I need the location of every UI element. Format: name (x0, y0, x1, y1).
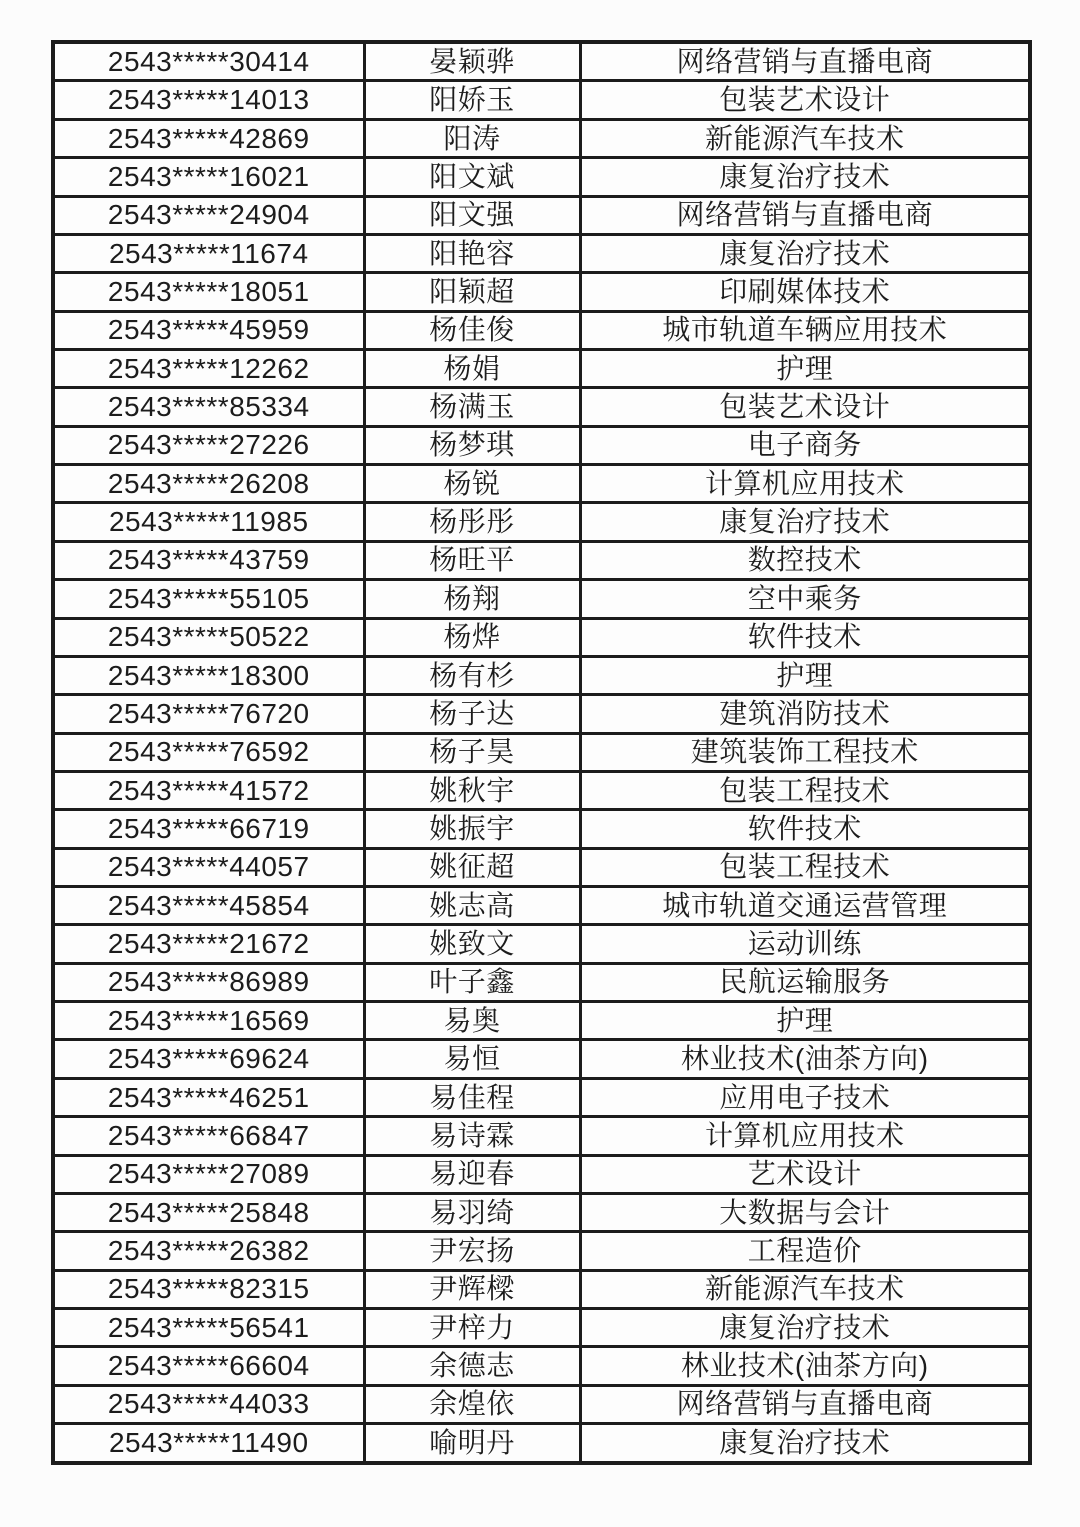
major-cell: 数控技术 (580, 541, 1030, 579)
major-cell: 康复治疗技术 (580, 234, 1030, 272)
student-name-cell: 杨佳俊 (364, 311, 580, 349)
student-name-cell: 阳文强 (364, 196, 580, 234)
major-cell: 新能源汽车技术 (580, 119, 1030, 157)
student-name-cell: 喻明丹 (364, 1424, 580, 1463)
major-cell: 新能源汽车技术 (580, 1270, 1030, 1308)
exam-id-cell: 2543*****11674 (53, 234, 364, 272)
major-cell: 印刷媒体技术 (580, 273, 1030, 311)
student-name-cell: 易诗霖 (364, 1117, 580, 1155)
table-row (53, 1155, 1030, 1193)
exam-id-cell: 2543*****26382 (53, 1232, 364, 1270)
exam-id-cell: 2543*****44057 (53, 848, 364, 886)
exam-id-cell: 2543*****43759 (53, 541, 364, 579)
major-cell: 康复治疗技术 (580, 503, 1030, 541)
major-cell: 城市轨道车辆应用技术 (580, 311, 1030, 349)
table-row (53, 158, 1030, 196)
table-row (53, 771, 1030, 809)
major-cell: 艺术设计 (580, 1155, 1030, 1193)
exam-id-cell: 2543*****44033 (53, 1385, 364, 1423)
major-cell: 网络营销与直播电商 (580, 196, 1030, 234)
student-name-cell: 杨子昊 (364, 733, 580, 771)
exam-id-cell: 2543*****26208 (53, 465, 364, 503)
major-cell: 林业技术(油茶方向) (580, 1347, 1030, 1385)
table-row (53, 465, 1030, 503)
table-row (53, 1347, 1030, 1385)
table-row (53, 1002, 1030, 1040)
student-name-cell: 杨娟 (364, 350, 580, 388)
student-name-cell: 晏颖骅 (364, 42, 580, 81)
student-name-cell: 杨旺平 (364, 541, 580, 579)
exam-id-cell: 2543*****66604 (53, 1347, 364, 1385)
student-name-cell: 叶子鑫 (364, 963, 580, 1001)
major-cell: 工程造价 (580, 1232, 1030, 1270)
table-row (53, 350, 1030, 388)
table-row (53, 733, 1030, 771)
student-name-cell: 杨满玉 (364, 388, 580, 426)
student-name-cell: 杨烨 (364, 618, 580, 656)
major-cell: 康复治疗技术 (580, 158, 1030, 196)
exam-id-cell: 2543*****11490 (53, 1424, 364, 1463)
student-name-cell: 姚征超 (364, 848, 580, 886)
major-cell: 建筑装饰工程技术 (580, 733, 1030, 771)
exam-id-cell: 2543*****86989 (53, 963, 364, 1001)
major-cell: 包装工程技术 (580, 771, 1030, 809)
student-name-cell: 姚志高 (364, 887, 580, 925)
exam-id-cell: 2543*****66719 (53, 810, 364, 848)
major-cell: 护理 (580, 350, 1030, 388)
table-row (53, 1117, 1030, 1155)
major-cell: 计算机应用技术 (580, 1117, 1030, 1155)
student-name-cell: 尹宏扬 (364, 1232, 580, 1270)
exam-id-cell: 2543*****16021 (53, 158, 364, 196)
table-row (53, 1308, 1030, 1346)
exam-id-cell: 2543*****18300 (53, 656, 364, 694)
exam-id-cell: 2543*****85334 (53, 388, 364, 426)
table-row (53, 273, 1030, 311)
table-row (53, 81, 1030, 119)
major-cell: 护理 (580, 656, 1030, 694)
student-name-cell: 余德志 (364, 1347, 580, 1385)
student-name-cell: 杨彤彤 (364, 503, 580, 541)
major-cell: 空中乘务 (580, 580, 1030, 618)
exam-id-cell: 2543*****66847 (53, 1117, 364, 1155)
exam-id-cell: 2543*****45959 (53, 311, 364, 349)
table-row (53, 695, 1030, 733)
student-name-cell: 阳艳容 (364, 234, 580, 272)
table-row (53, 656, 1030, 694)
student-name-cell: 杨翔 (364, 580, 580, 618)
major-cell: 林业技术(油茶方向) (580, 1040, 1030, 1078)
student-name-cell: 姚致文 (364, 925, 580, 963)
student-name-cell: 杨子达 (364, 695, 580, 733)
exam-id-cell: 2543*****45854 (53, 887, 364, 925)
exam-id-cell: 2543*****11985 (53, 503, 364, 541)
major-cell: 包装艺术设计 (580, 388, 1030, 426)
exam-id-cell: 2543*****16569 (53, 1002, 364, 1040)
student-name-cell: 余煌依 (364, 1385, 580, 1423)
student-name-cell: 杨锐 (364, 465, 580, 503)
major-cell: 城市轨道交通运营管理 (580, 887, 1030, 925)
table-row (53, 963, 1030, 1001)
table-row (53, 234, 1030, 272)
table-row (53, 580, 1030, 618)
exam-id-cell: 2543*****76592 (53, 733, 364, 771)
major-cell: 软件技术 (580, 618, 1030, 656)
student-name-cell: 阳娇玉 (364, 81, 580, 119)
student-name-cell: 尹梓力 (364, 1308, 580, 1346)
student-name-cell: 姚秋宇 (364, 771, 580, 809)
exam-id-cell: 2543*****56541 (53, 1308, 364, 1346)
table-row (53, 388, 1030, 426)
student-name-cell: 易羽绮 (364, 1193, 580, 1231)
student-name-cell: 阳文斌 (364, 158, 580, 196)
table-row (53, 848, 1030, 886)
major-cell: 软件技术 (580, 810, 1030, 848)
exam-id-cell: 2543*****24904 (53, 196, 364, 234)
exam-id-cell: 2543*****30414 (53, 42, 364, 81)
major-cell: 应用电子技术 (580, 1078, 1030, 1116)
exam-id-cell: 2543*****12262 (53, 350, 364, 388)
student-name-cell: 易佳程 (364, 1078, 580, 1116)
exam-id-cell: 2543*****82315 (53, 1270, 364, 1308)
exam-id-cell: 2543*****41572 (53, 771, 364, 809)
table-row (53, 1193, 1030, 1231)
exam-id-cell: 2543*****25848 (53, 1193, 364, 1231)
major-cell: 计算机应用技术 (580, 465, 1030, 503)
major-cell: 护理 (580, 1002, 1030, 1040)
major-cell: 包装艺术设计 (580, 81, 1030, 119)
student-name-cell: 易恒 (364, 1040, 580, 1078)
table-row (53, 1232, 1030, 1270)
major-cell: 康复治疗技术 (580, 1308, 1030, 1346)
major-cell: 网络营销与直播电商 (580, 1385, 1030, 1423)
table-row (53, 1270, 1030, 1308)
table-row (53, 119, 1030, 157)
table-row (53, 887, 1030, 925)
table-row (53, 925, 1030, 963)
exam-id-cell: 2543*****27226 (53, 426, 364, 464)
student-name-cell: 姚振宇 (364, 810, 580, 848)
exam-id-cell: 2543*****76720 (53, 695, 364, 733)
table-row (53, 503, 1030, 541)
exam-id-cell: 2543*****14013 (53, 81, 364, 119)
table-row (53, 810, 1030, 848)
major-cell: 电子商务 (580, 426, 1030, 464)
admission-roster-table (51, 40, 1032, 1465)
table-row (53, 42, 1030, 81)
exam-id-cell: 2543*****69624 (53, 1040, 364, 1078)
exam-id-cell: 2543*****27089 (53, 1155, 364, 1193)
exam-id-cell: 2543*****42869 (53, 119, 364, 157)
student-name-cell: 阳涛 (364, 119, 580, 157)
exam-id-cell: 2543*****21672 (53, 925, 364, 963)
major-cell: 民航运输服务 (580, 963, 1030, 1001)
table-row (53, 426, 1030, 464)
exam-id-cell: 2543*****18051 (53, 273, 364, 311)
table-row (53, 311, 1030, 349)
table-row (53, 196, 1030, 234)
student-name-cell: 杨梦琪 (364, 426, 580, 464)
major-cell: 建筑消防技术 (580, 695, 1030, 733)
roster-table-body (53, 42, 1030, 1463)
table-row (53, 1040, 1030, 1078)
table-row (53, 1424, 1030, 1463)
major-cell: 大数据与会计 (580, 1193, 1030, 1231)
table-row (53, 1078, 1030, 1116)
student-name-cell: 易奥 (364, 1002, 580, 1040)
major-cell: 运动训练 (580, 925, 1030, 963)
major-cell: 康复治疗技术 (580, 1424, 1030, 1463)
table-row (53, 618, 1030, 656)
exam-id-cell: 2543*****55105 (53, 580, 364, 618)
major-cell: 包装工程技术 (580, 848, 1030, 886)
major-cell: 网络营销与直播电商 (580, 42, 1030, 81)
table-row (53, 541, 1030, 579)
exam-id-cell: 2543*****50522 (53, 618, 364, 656)
table-row (53, 1385, 1030, 1423)
student-name-cell: 易迎春 (364, 1155, 580, 1193)
student-name-cell: 尹辉樑 (364, 1270, 580, 1308)
exam-id-cell: 2543*****46251 (53, 1078, 364, 1116)
student-name-cell: 杨有杉 (364, 656, 580, 694)
student-name-cell: 阳颖超 (364, 273, 580, 311)
